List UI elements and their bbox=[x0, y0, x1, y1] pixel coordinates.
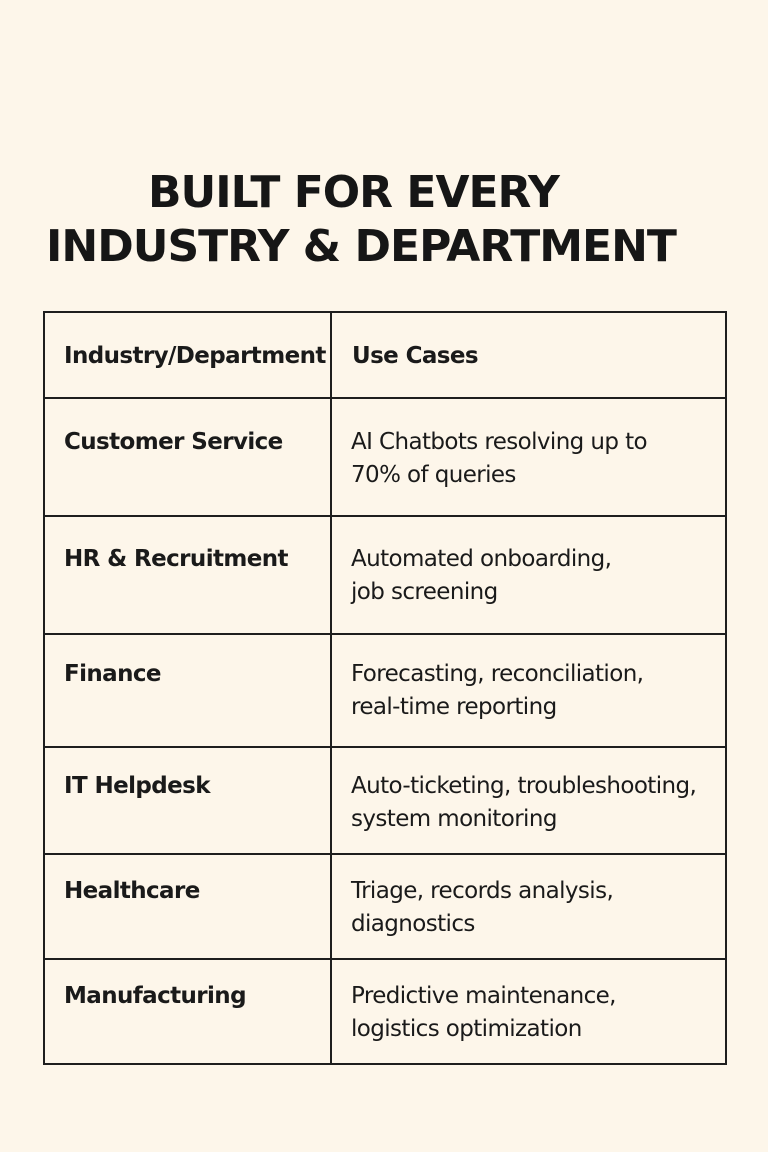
table-header-row bbox=[44, 312, 726, 398]
table-row bbox=[44, 747, 726, 854]
use-case-line: Forecasting, reconciliation, bbox=[351, 661, 644, 687]
industry-cell: Manufacturing bbox=[44, 959, 331, 1064]
use-case-line: diagnostics bbox=[351, 911, 475, 937]
use-case-line: Predictive maintenance, bbox=[351, 983, 616, 1009]
table-row bbox=[44, 959, 726, 1064]
use-case-cell bbox=[331, 398, 726, 516]
industry-cell: Healthcare bbox=[44, 854, 331, 959]
use-case-line: AI Chatbots resolving up to bbox=[351, 429, 647, 455]
use-case-line: real-time reporting bbox=[351, 694, 557, 720]
page-title-line-2: INDUSTRY & DEPARTMENT bbox=[46, 221, 676, 272]
use-case-line: Triage, records analysis, bbox=[351, 878, 614, 904]
use-case-cell bbox=[331, 959, 726, 1064]
use-case-line: logistics optimization bbox=[351, 1016, 582, 1042]
use-case-cell bbox=[331, 634, 726, 747]
use-case-cell bbox=[331, 516, 726, 634]
use-case-line: 70% of queries bbox=[351, 462, 516, 488]
industry-cell: Customer Service bbox=[44, 398, 331, 516]
table-row bbox=[44, 634, 726, 747]
use-case-cell bbox=[331, 747, 726, 854]
header-industry: Industry/Department bbox=[44, 312, 331, 398]
table-row bbox=[44, 398, 726, 516]
header-use-cases: Use Cases bbox=[331, 312, 726, 398]
industry-cell: IT Helpdesk bbox=[44, 747, 331, 854]
use-case-line: job screening bbox=[351, 579, 498, 605]
industry-cell: Finance bbox=[44, 634, 331, 747]
table-row bbox=[44, 516, 726, 634]
industry-use-cases-table bbox=[43, 311, 727, 1065]
page-title bbox=[0, 166, 768, 274]
use-case-line: system monitoring bbox=[351, 806, 557, 832]
use-case-cell bbox=[331, 854, 726, 959]
page-title-line-1: BUILT FOR EVERY bbox=[148, 167, 559, 218]
use-case-line: Automated onboarding, bbox=[351, 546, 612, 572]
table-row bbox=[44, 854, 726, 959]
industry-cell: HR & Recruitment bbox=[44, 516, 331, 634]
use-case-line: Auto-ticketing, troubleshooting, bbox=[351, 773, 697, 799]
